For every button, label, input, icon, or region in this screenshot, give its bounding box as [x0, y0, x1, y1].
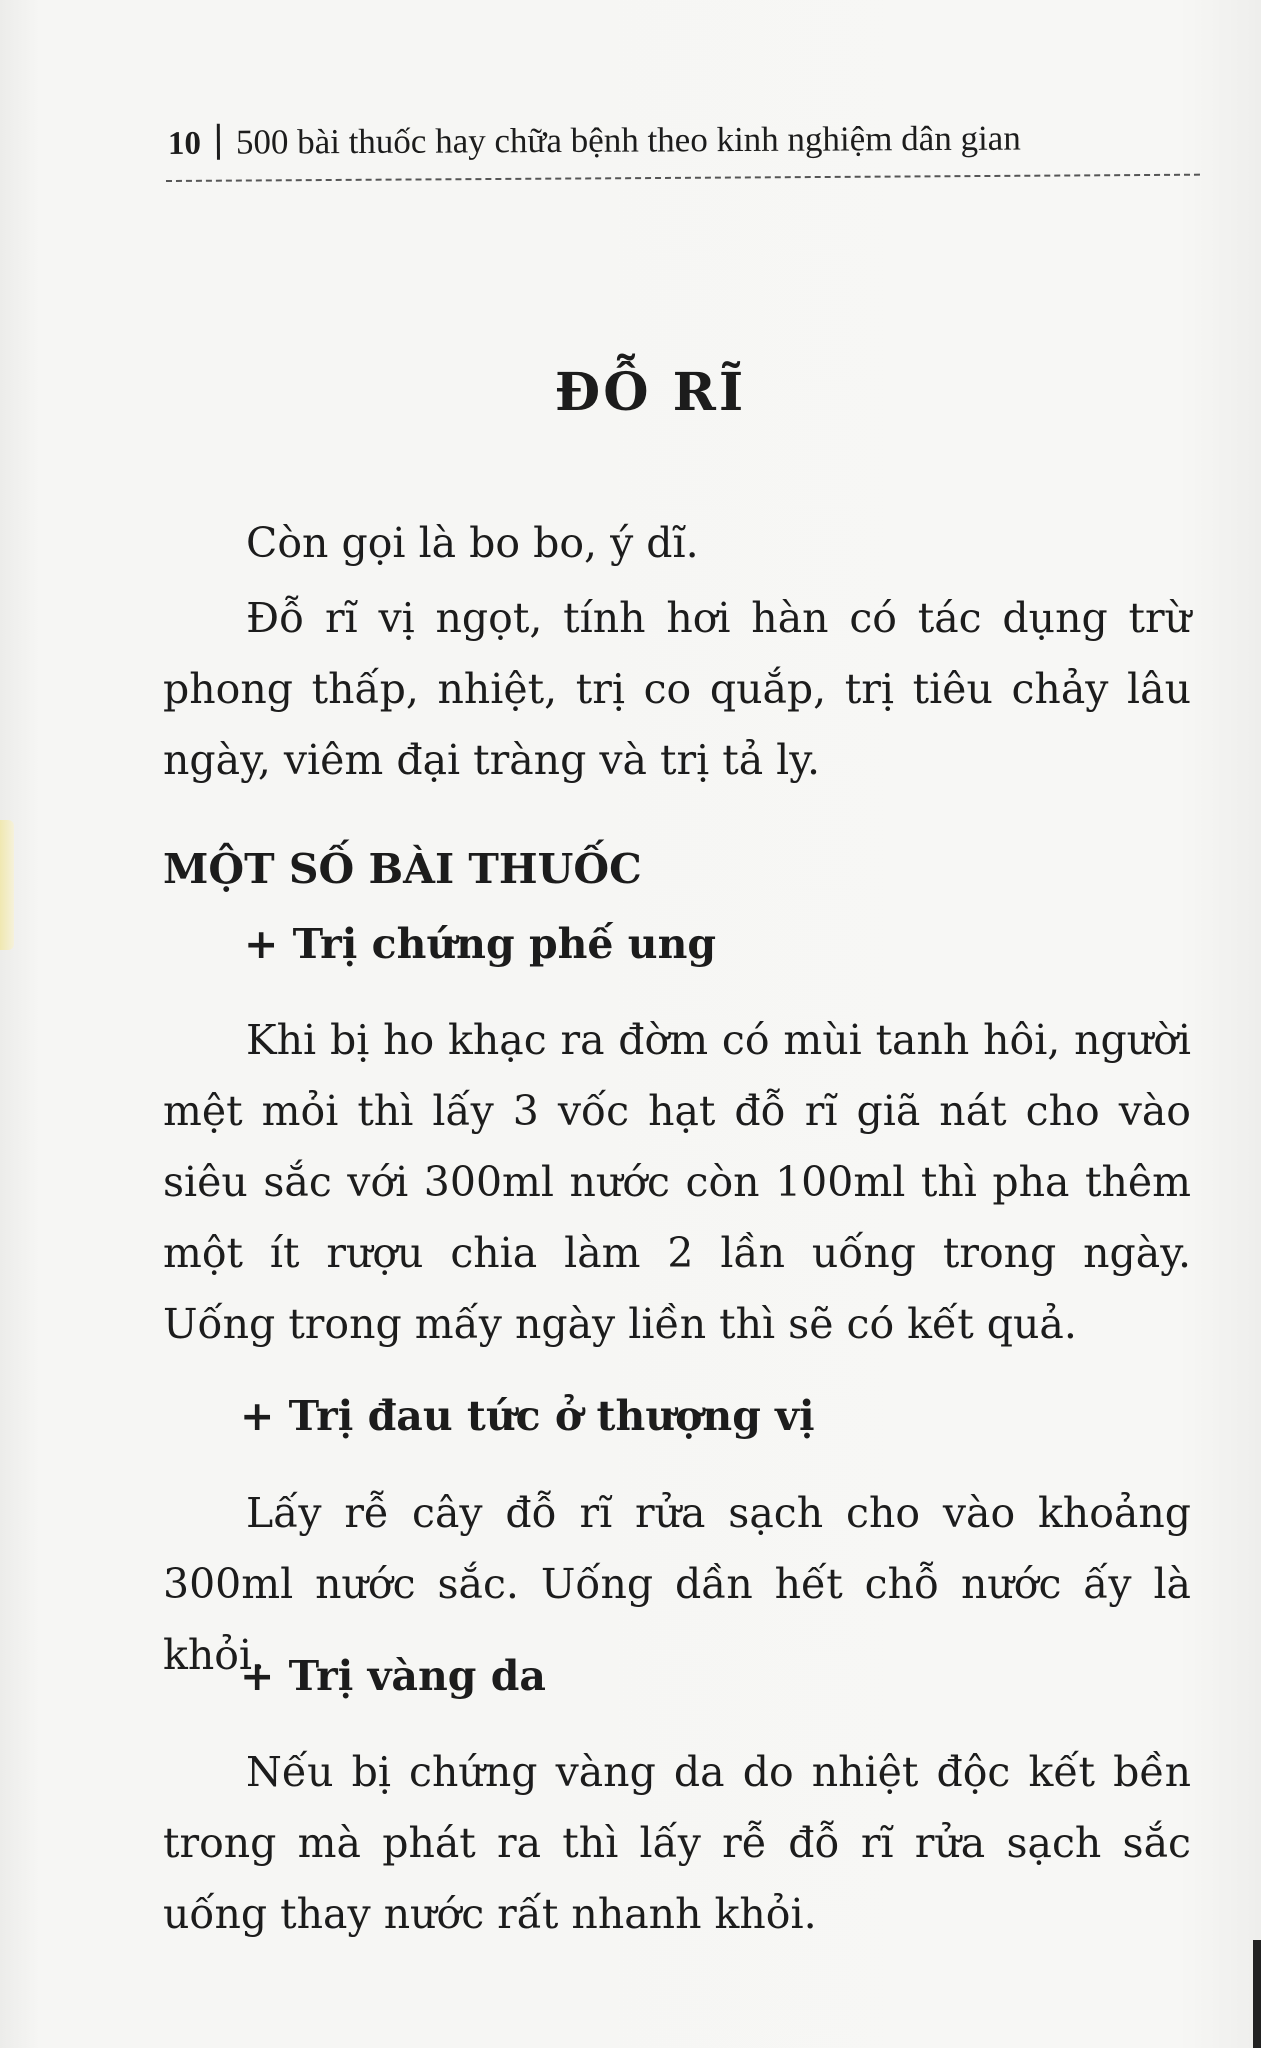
- intro-paragraph-2: Đỗ rĩ vị ngọt, tính hơi hàn có tác dụng trừ phong thấp, nhiệt, trị co quắp, trị tiêu chảy lâu ngày, viêm đại tràng và trị tả ly.: [163, 594, 1191, 784]
- page-edge-shadow: [1253, 1940, 1261, 2048]
- chapter-title: ĐỖ RĨ: [554, 362, 747, 423]
- intro-paragraph-1: Còn gọi là bo bo, ý dĩ.: [246, 519, 699, 567]
- page-edge-highlight: [0, 820, 14, 950]
- header-rule: [166, 174, 1200, 182]
- remedy-3-block: [163, 1737, 1191, 1950]
- section-heading: MỘT SỐ BÀI THUỐC: [163, 845, 642, 893]
- running-head: [168, 114, 1021, 163]
- book-title: 500 bài thuốc hay chữa bệnh theo kinh nghiệm dân gian: [235, 118, 1021, 162]
- remedy-heading-2: + Trị đau tức ở thượng vị: [240, 1392, 815, 1440]
- remedy-1-block: [163, 1005, 1191, 1360]
- header-separator: [217, 124, 220, 160]
- page-number: 10: [167, 125, 201, 163]
- remedy-heading-1: + Trị chứng phế ung: [244, 920, 717, 968]
- remedy-text-3: Nếu bị chứng vàng da do nhiệt độc kết bền trong mà phát ra thì lấy rễ đỗ rĩ rửa sạch sắc uống thay nước rất nhanh khỏi.: [163, 1748, 1191, 1938]
- remedy-text-1: Khi bị ho khạc ra đờm có mùi tanh hôi, người mệt mỏi thì lấy 3 vốc hạt đỗ rĩ giã nát cho vào siêu sắc với 300ml nước còn 100ml thì pha thêm một ít rượu chia làm 2 lần uống trong ngày. Uống trong mấy ngày liền thì sẽ có kết quả.: [163, 1016, 1191, 1348]
- remedy-text-2: Lấy rễ cây đỗ rĩ rửa sạch cho vào khoảng 300ml nước sắc. Uống dần hết chỗ nước ấy là khỏi.: [163, 1489, 1191, 1679]
- intro-paragraph-2-block: [163, 583, 1191, 796]
- remedy-heading-3: + Trị vàng da: [240, 1652, 546, 1700]
- intro-paragraph-1-block: [163, 508, 1191, 579]
